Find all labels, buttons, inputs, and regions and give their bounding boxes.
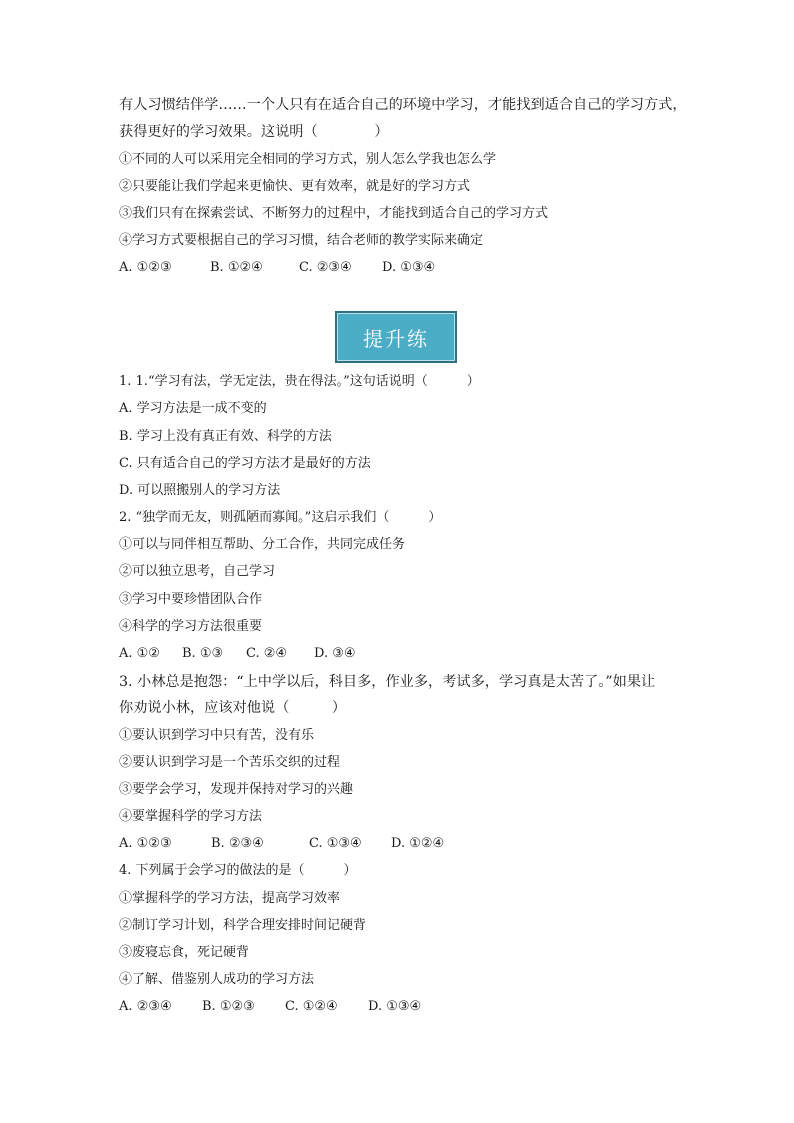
q1-option-d: D. 可以照搬别人的学习方法 [119, 483, 281, 498]
q1-option-c: C. 只有适合自己的学习方法才是最好的方法 [119, 456, 371, 471]
q4-choice-b: B. ①②③ [202, 999, 255, 1014]
intro-choices [119, 259, 699, 277]
q2-option-4: ④科学的学习方法很重要 [119, 619, 263, 634]
q2-choices [119, 645, 699, 663]
q3-choice-b: B. ②③④ [211, 836, 264, 851]
q3-option-2: ②要认识到学习是一个苦乐交织的过程 [119, 755, 341, 770]
q4-option-4: ④了解、借鉴别人成功的学习方法 [119, 972, 315, 987]
q3-option-1: ①要认识到学习中只有苦，没有乐 [119, 728, 315, 743]
intro-choice-a: A. ①②③ [119, 260, 172, 275]
q1-option-b: B. 学习上没有真正有效、科学的方法 [119, 429, 332, 444]
q3-option-4: ④要掌握科学的学习方法 [119, 809, 263, 824]
q4-choices [119, 998, 699, 1016]
q3-choice-a: A. ①②③ [119, 836, 172, 851]
q4-option-3: ③废寝忘食，死记硬背 [119, 945, 250, 960]
q4-choice-c: C. ①②④ [285, 999, 338, 1014]
q3-stem-line-2: 你劝说小林，应该对他说（ ） [119, 700, 347, 716]
q2-option-2: ②可以独立思考，自己学习 [119, 564, 276, 579]
q4-choice-d: D. ①③④ [368, 999, 422, 1014]
q2-option-3: ③学习中要珍惜团队合作 [119, 592, 263, 607]
q2-option-1: ①可以与同伴相互帮助、分工合作，共同完成任务 [119, 537, 406, 552]
intro-choice-b: B. ①②④ [210, 260, 263, 275]
intro-choice-c: C. ②③④ [299, 260, 352, 275]
intro-option-2: ②只要能让我们学起来更愉快、更有效率，就是好的学习方式 [119, 179, 471, 194]
intro-option-4: ④学习方式要根据自己的学习习惯，结合老师的教学实际来确定 [119, 233, 484, 248]
q2-choice-b: B. ①③ [182, 646, 224, 661]
intro-choice-d: D. ①③④ [382, 260, 436, 275]
q4-option-1: ①掌握科学的学习方法，提高学习效率 [119, 891, 341, 906]
q4-choice-a: A. ②③④ [119, 999, 172, 1014]
q4-option-2: ②制订学习计划，科学合理安排时间记硬背 [119, 918, 367, 933]
intro-stem-line-2: 获得更好的学习效果。这说明（ ） [119, 124, 389, 140]
intro-stem-line-1: 有人习惯结伴学……一个人只有在适合自己的环境中学习，才能找到适合自己的学习方式， [119, 97, 687, 113]
q3-option-3: ③要学会学习，发现并保持对学习的兴趣 [119, 782, 354, 797]
q1-stem: 1. 1.“学习有法，学无定法，贵在得法。”这句话说明（ ） [119, 374, 480, 389]
section-heading-box [335, 311, 457, 363]
intro-option-3: ③我们只有在探索尝试、不断努力的过程中，才能找到适合自己的学习方式 [119, 206, 549, 221]
q2-choice-d: D. ③④ [314, 646, 356, 661]
q2-choice-a: A. ①② [119, 646, 160, 661]
q3-stem-line-1: 3. 小林总是抱怨：“上中学以后，科目多，作业多，考试多，学习真是太苦了。”如果让 [119, 674, 656, 690]
q3-choices [119, 835, 699, 853]
intro-option-1: ①不同的人可以采用完全相同的学习方式，别人怎么学我也怎么学 [119, 152, 497, 167]
section-title: 提升练 [363, 326, 429, 351]
q4-stem: 4. 下列属于会学习的做法的是（ ） [119, 863, 357, 878]
q2-stem: 2. “独学而无友，则孤陋而寡闻。”这启示我们（ ） [119, 510, 442, 525]
q3-choice-c: C. ①③④ [309, 836, 362, 851]
q3-choice-d: D. ①②④ [391, 836, 445, 851]
q2-choice-c: C. ②④ [246, 646, 288, 661]
q1-option-a: A. 学习方法是一成不变的 [119, 401, 267, 416]
